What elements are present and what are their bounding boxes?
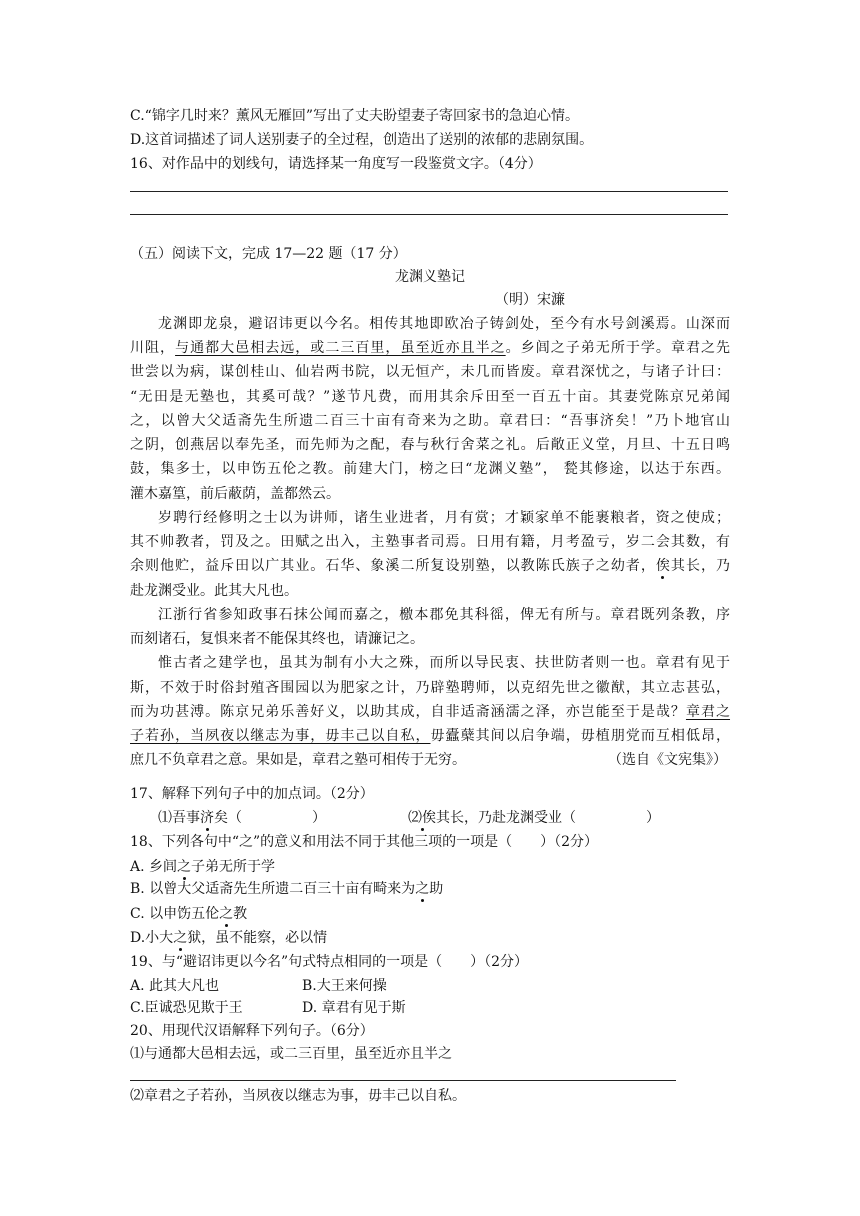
q15-option-d: D.这首词描述了词人送别妻子的全过程，创造出了送别的浓郁的悲剧氛围。 xyxy=(130,132,594,148)
passage-line: 余则他贮，益斥田以广其业。石华、象溪二所复设别塾，以教陈氏族子之幼者，俟其长，乃 xyxy=(130,558,731,574)
passage-author: （明）宋濂 xyxy=(495,292,565,308)
passage-line: 惟古者之建学也，虽其为制有小大之殊，而所以导民衷、扶世防者则一也。章君有见于 xyxy=(158,655,730,671)
q19-option-a: A. 此其大凡也 xyxy=(130,978,220,994)
q20-stem: 20、用现代汉语解释下列句子。（6分） xyxy=(130,1023,374,1039)
underlined-sentence: 与通都大邑相去远，或二三百里，虽至近亦且半之 xyxy=(175,340,506,356)
q18-option-a: A. 乡闾之子弟无所于学 xyxy=(130,859,276,875)
dotted-char: 济 xyxy=(200,810,214,826)
q18-option-d: D.小大之狱，虽不能察，必以情 xyxy=(130,930,328,946)
answer-line[interactable] xyxy=(130,214,728,215)
section-heading: （五）阅读下文，完成 17—22 题（17 分） xyxy=(130,246,407,262)
q20-sentence-1: ⑴与通都大邑相去远，或二三百里，虽至近亦且半之 xyxy=(130,1046,452,1062)
dotted-char: 之 xyxy=(219,906,234,922)
passage-line: 斯，不效于时俗封殖吝围园以为肥家之计，乃辟塾聘师，以克绍先世之徽猷，其立志甚弘， xyxy=(130,680,730,696)
passage-line: 赴龙渊受业。此其大凡也。 xyxy=(130,583,298,599)
passage-line: 鼓，集多士，以申饬五伦之教。前建大门，榜之曰“龙渊义塾”， 甃其修途，以达于东西。 xyxy=(130,461,730,477)
passage-title: 龙渊义塾记 xyxy=(395,269,465,285)
answer-line[interactable] xyxy=(130,191,728,192)
q17-item-1: ⑴吾事济矣（ ） xyxy=(158,810,326,826)
q17-item-2: ⑵俟其长，乃赴龙渊受业（ ） xyxy=(408,810,660,826)
passage-line: 其不帅教者，罚及之。田赋之出入，主塾事者司焉。日用有籍，月考盈亏，岁二会其数，有 xyxy=(130,534,730,550)
dotted-char: 之 xyxy=(177,859,192,875)
underlined-sentence: 章君之 xyxy=(685,704,731,720)
passage-line: 而刻诸石，复惧来者不能保其终也，请濂记之。 xyxy=(130,631,424,647)
q18-option-b: B. 以曾大父适斋先生所遗二百三十亩有畸来为之助 xyxy=(130,881,444,897)
passage-line: 庶几不负章君之意。果如是，章君之塾可相传于无穷。 xyxy=(130,752,466,768)
q15-option-c: C.“锦字几时来？薰风无雁回”写出了丈夫盼望妻子寄回家书的急迫心情。 xyxy=(130,108,579,124)
dotted-char: 之 xyxy=(173,930,188,946)
underlined-sentence: 子若孙，当夙夜以继志为事，毋丰己以自私， xyxy=(130,728,431,744)
q19-stem: 19、与“避诏讳更以今名”句式特点相同的一项是（ ）（2分） xyxy=(130,954,529,970)
q18-option-c: C. 以申饬五伦之教 xyxy=(130,906,248,922)
passage-line: 而为功甚溥。陈京兄弟乐善好义，以助其成，自非适斋涵濡之泽，亦岂能至于是哉？章君之 xyxy=(130,704,731,720)
q20-sentence-2: ⑵章君之子若孙，当夙夜以继志为事，毋丰己以自私。 xyxy=(130,1088,466,1104)
passage-line: 岁聘行经修明之士以为讲师，诸生业进者，月有赏；才颖家单不能裹粮者，资之使成； xyxy=(158,510,730,526)
passage-source: （选自《文宪集》） xyxy=(608,752,727,768)
q19-option-d: D. 章君有见于斯 xyxy=(302,1000,406,1016)
passage-line: “无田是无塾也，其奚可哉？”遂节凡费，而用其余斥田至一百五十亩。其妻党陈京兄弟闻 xyxy=(130,389,730,405)
q19-option-c: C.臣诚恐见欺于王 xyxy=(130,1000,243,1016)
dotted-char: 俟 xyxy=(655,558,670,574)
passage-line: 世尝以为病，谋创桂山、仙岩两书院，以无恒产，未几而皆废。章君深忧之，与诸子计曰： xyxy=(130,364,730,380)
q18-stem: 18、下列各句中“之”的意义和用法不同于其他三项的一项是（ ）（2分） xyxy=(130,834,599,850)
passage-line: 子若孙，当夙夜以继志为事，毋丰己以自私，毋蠹蘖其间以启争端，毋植朋党而互相低昂， xyxy=(130,728,731,744)
passage-line: 龙渊即龙泉，避诏讳更以今名。相传其地即欧冶子铸剑处，至今有水号剑溪焉。山深而 xyxy=(158,316,730,332)
passage-line: 灌木嘉篁，前后蔽荫，盖都然云。 xyxy=(130,486,340,502)
answer-line[interactable] xyxy=(130,1080,676,1081)
passage-line: 之，以曾大父适斋先生所遗二百三十亩有奇来为之助。章君曰：“吾事济矣！”乃卜地官山 xyxy=(130,413,730,429)
q17-stem: 17、解释下列句子中的加点词。（2分） xyxy=(130,786,374,802)
q19-option-b: B.大王来何操 xyxy=(302,978,387,994)
dotted-char: 之 xyxy=(415,881,430,897)
passage-line: 川阻，与通都大邑相去远，或二三百里，虽至近亦且半之。乡闾之子弟无所于学。章君之先 xyxy=(130,340,731,356)
passage-line: 之阴，创燕居以奉先圣，而先师为之配，春与秋行舍菜之礼。后敞正义堂，月旦、十五日鸣 xyxy=(130,437,730,453)
passage-line: 江浙行省参知政事石抹公闻而嘉之，檄本郡免其科徭，俾无有所与。章君既列条教，序 xyxy=(158,607,730,623)
q16-stem: 16、对作品中的划线句，请选择某一角度写一段鉴赏文字。（4分） xyxy=(130,156,542,172)
dotted-char: ⑵俟 xyxy=(408,810,436,826)
